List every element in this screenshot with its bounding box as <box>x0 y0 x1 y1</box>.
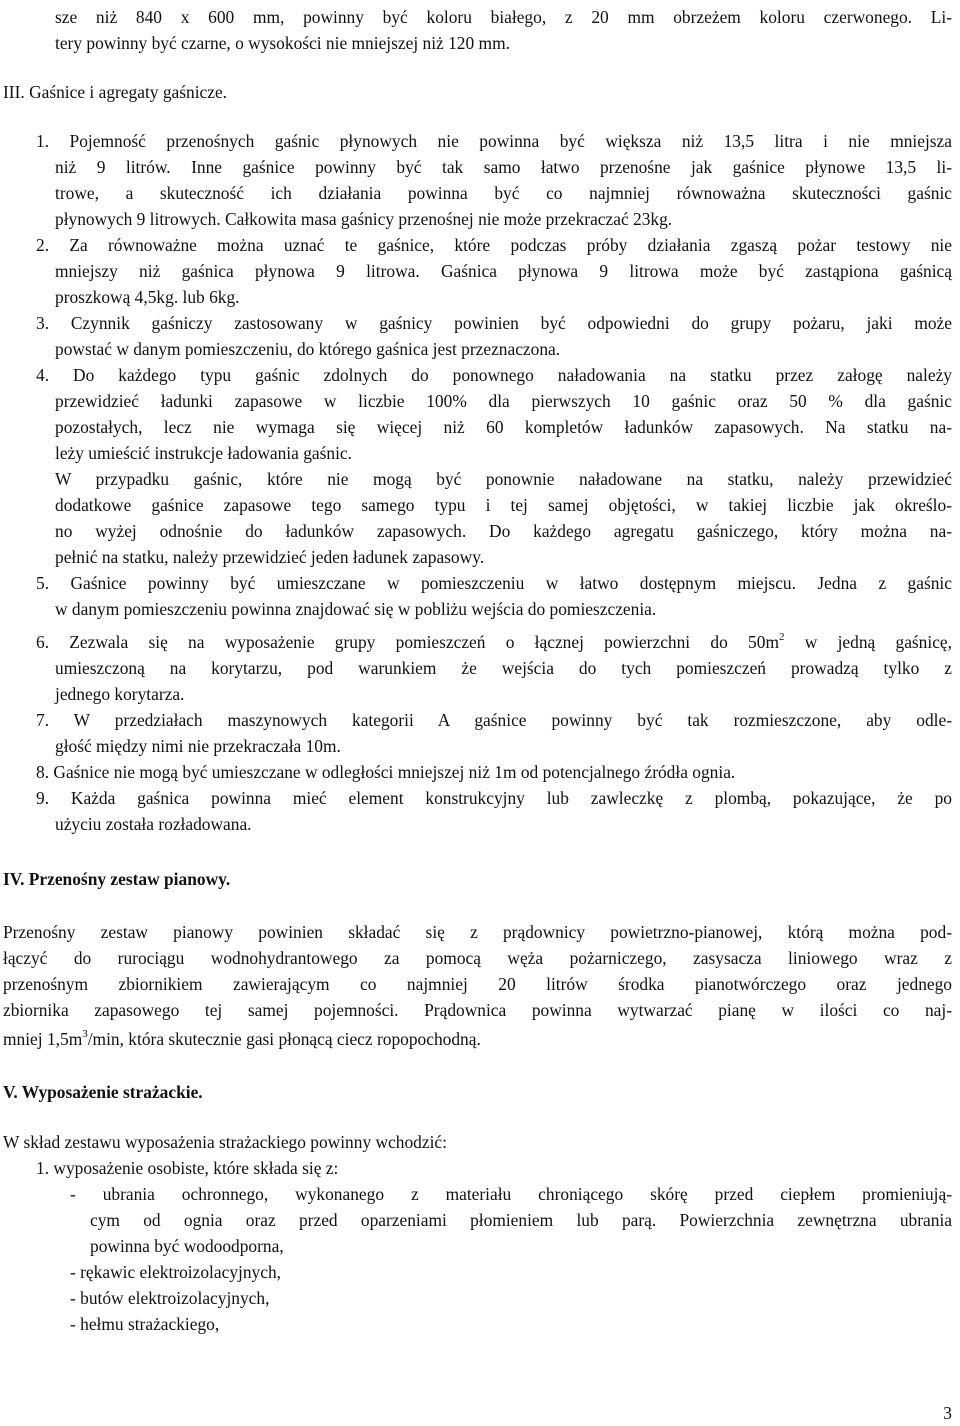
text-line: pełnić na statku, należy przewidzieć jeden ładunek zapasowy. <box>55 547 485 567</box>
text-line: cym od ognia oraz przed oparzeniami płomieniem lub parą. Powierzchnia zewnętrzna ubrania <box>90 1210 952 1230</box>
text-line: 5. Gaśnice powinny być umieszczane w pomieszczeniu w łatwo dostępnym miejscu. Jedna z gaśnic <box>36 573 952 593</box>
text-line: zbiornika zapasowego tej samej pojemności. Prądownica powinna wytwarzać pianę w ilości co naj- <box>3 1000 952 1020</box>
text-line: trowe, a skuteczność ich działania powinna być co najmniej równoważna skuteczności gaśnic <box>55 183 952 203</box>
text-line: tery powinny być czarne, o wysokości nie mniejszej niż 120 mm. <box>55 33 510 53</box>
text-line: przenośnym zbiornikiem zawierającym co najmniej 20 litrów środka pianotwórczego oraz jednego <box>3 974 952 994</box>
text-line: W skład zestawu wyposażenia strażackiego powinny wchodzić: <box>3 1132 447 1152</box>
text-line: użyciu została rozładowana. <box>55 814 252 834</box>
text-line: 6. Zezwala się na wyposażenie grupy pomieszczeń o łącznej powierzchni do $50m^2$ w jedną gaśnicę, <box>36 631 952 652</box>
text-line: przewidzieć ładunki zapasowe w liczbie 100% dla pierwszych 10 gaśnic oraz 50 % dla gaśnic <box>55 391 952 411</box>
text-line: mniejszy niż gaśnica płynowa 9 litrowa. Gaśnica płynowa 9 litrowa może być zastąpiona gaśnicą <box>55 261 952 281</box>
text-line: w danym pomieszczeniu powinna znajdować się w pobliżu wejścia do pomieszczenia. <box>55 599 657 619</box>
text-line: sze niż 840 x 600 mm, powinny być koloru białego, z 20 mm obrzeżem koloru czerwonego. Li- <box>55 7 952 27</box>
text-line: dodatkowe gaśnice zapasowe tego samego typu i tej samej objętości, w takiej liczbie jak określo- <box>55 495 952 515</box>
text-line: 1. Pojemność przenośnych gaśnic płynowych nie powinna być większa niż 13,5 litra i nie mniejsza <box>36 131 952 151</box>
text-line: 1. wyposażenie osobiste, które składa się z: <box>36 1158 339 1178</box>
text-line: III. Gaśnice i agregaty gaśnicze. <box>3 82 228 102</box>
text-line: 8. Gaśnice nie mogą być umieszczane w odległości mniejszej niż 1m od potencjalnego źródła ognia. <box>36 762 736 782</box>
text-line: niż 9 litrów. Inne gaśnice powinny być tak samo łatwo przenośne jak gaśnice płynowe 13,5 li- <box>55 157 952 177</box>
text-line: mniej $1,5m^3/\min$, która skutecznie gasi płonącą ciecz ropopochodną. <box>3 1028 481 1049</box>
text-line: głość między nimi nie przekraczała 10m. <box>55 736 341 756</box>
text-line: - hełmu strażackiego, <box>70 1314 220 1334</box>
text-line: Przenośny zestaw pianowy powinien składać się z prądownicy powietrzno-pianowej, którą można pod- <box>3 922 952 942</box>
text-line: W przypadku gaśnic, które nie mogą być ponownie naładowane na statku, należy przewidzieć <box>55 469 952 489</box>
text-line: jednego korytarza. <box>55 684 185 704</box>
text-line: 9. Każda gaśnica powinna mieć element konstrukcyjny lub zawleczkę z plombą, pokazujące, że po <box>36 788 952 808</box>
text-line: łączyć do rurociągu wodnohydrantowego za pomocą węża pożarniczego, zasysacza liniowego wraz z <box>3 948 952 968</box>
text-line: powstać w danym pomieszczeniu, do którego gaśnica jest przeznaczona. <box>55 339 561 359</box>
text-line: leży umieścić instrukcje ładowania gaśnic. <box>55 443 352 463</box>
text-line: 2. Za równoważne można uznać te gaśnice, które podczas próby działania zgaszą pożar testowy nie <box>36 235 952 255</box>
text-line: 3. Czynnik gaśniczy zastosowany w gaśnicy powinien być odpowiedni do grupy pożaru, jaki może <box>36 313 952 333</box>
section-heading: IV. Przenośny zestaw pianowy. <box>3 869 231 889</box>
text-line: - rękawic elektroizolacyjnych, <box>70 1262 281 1282</box>
text-line: powinna być wodoodporna, <box>90 1236 284 1256</box>
text-line: płynowych 9 litrowych. Całkowita masa gaśnicy przenośnej nie może przekraczać 23kg. <box>55 209 673 229</box>
text-line: - ubrania ochronnego, wykonanego z materiału chroniącego skórę przed ciepłem promieniują- <box>70 1184 952 1204</box>
text-line: no wyżej odnośnie do ładunków zapasowych. Do każdego agregatu gaśniczego, który można na- <box>55 521 952 541</box>
text-line: 7. W przedziałach maszynowych kategorii A gaśnice powinny być tak rozmieszczone, aby odle- <box>36 710 952 730</box>
section-heading: V. Wyposażenie strażackie. <box>3 1082 203 1102</box>
text-line: pozostałych, lecz nie wymaga się więcej niż 60 kompletów ładunków zapasowych. Na statku na- <box>55 417 952 437</box>
text-line: - butów elektroizolacyjnych, <box>70 1288 270 1308</box>
text-line: 4. Do każdego typu gaśnic zdolnych do ponownego naładowania na statku przez załogę należy <box>36 365 952 385</box>
text-line: proszkową 4,5kg. lub 6kg. <box>55 287 240 307</box>
page-number: 3 <box>943 1403 952 1423</box>
text-line: umieszczoną na korytarzu, pod warunkiem że wejścia do tych pomieszczeń prowadzą tylko z <box>55 658 952 678</box>
